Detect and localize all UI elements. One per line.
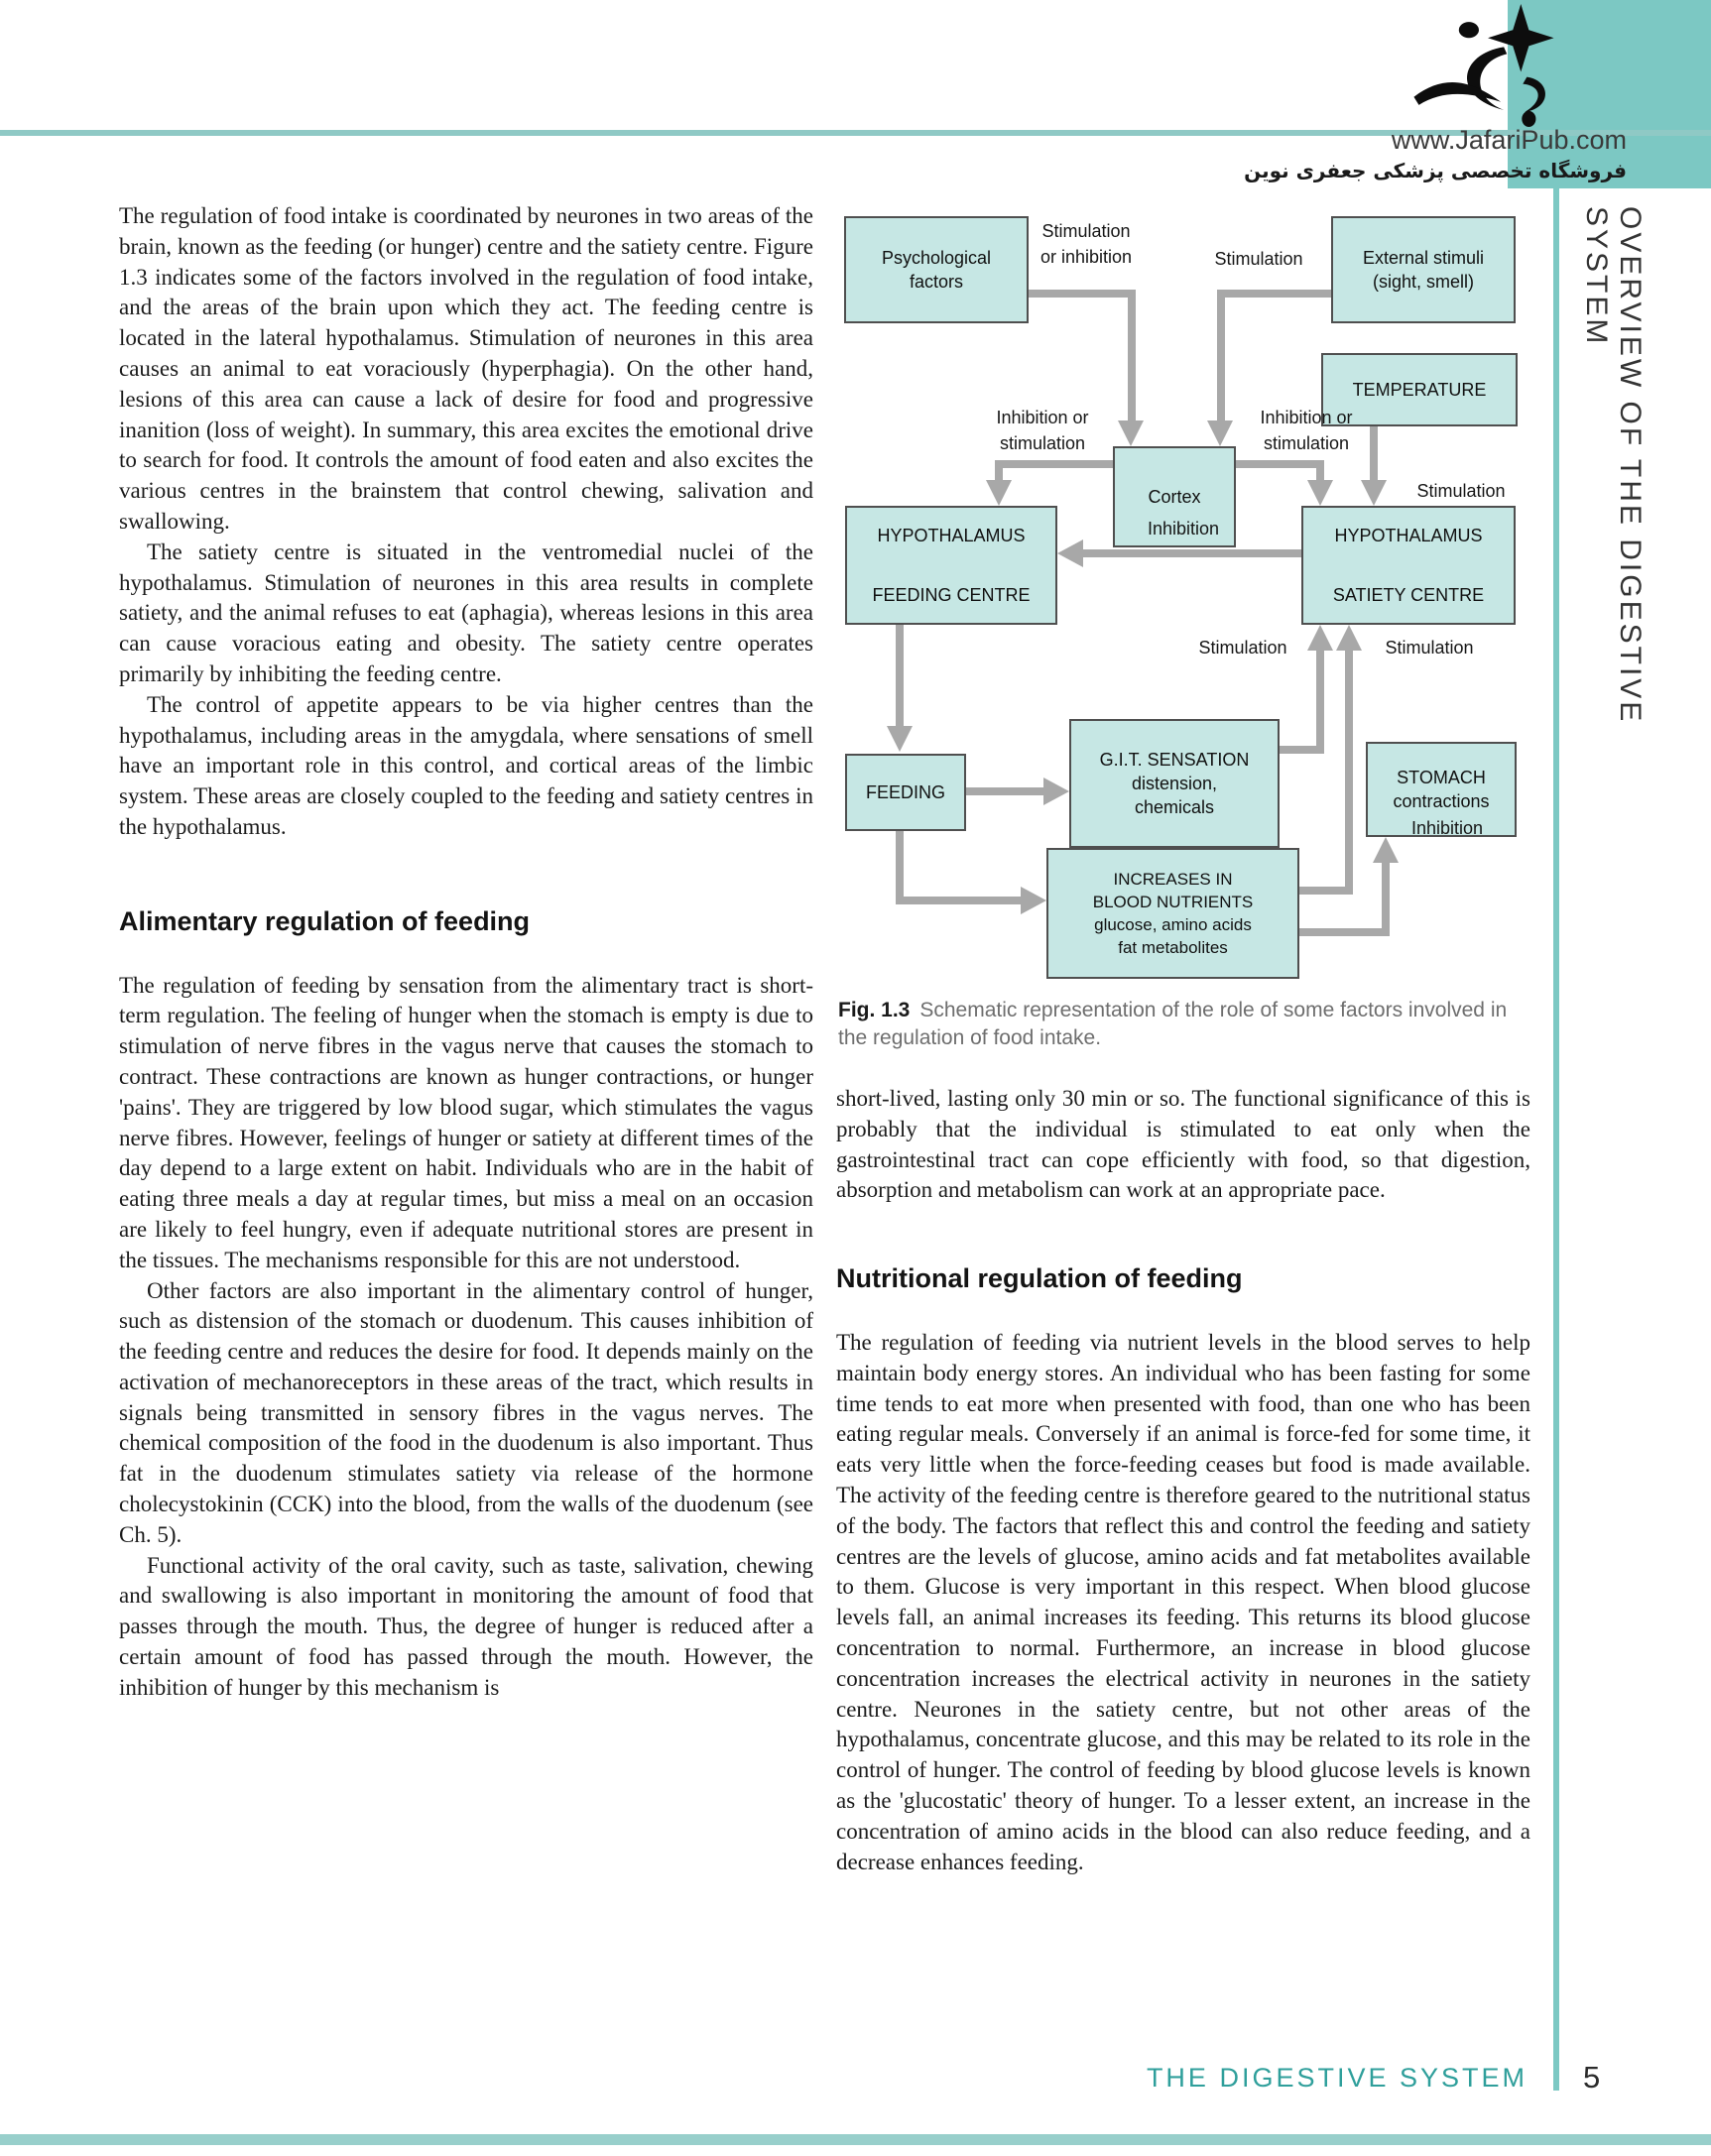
node-line: Cortex bbox=[1148, 487, 1201, 507]
site-url: www.JafariPub.com bbox=[1391, 125, 1627, 155]
arrowhead-right-icon bbox=[1043, 778, 1069, 805]
arrow-segment bbox=[1382, 861, 1390, 936]
node-line: factors bbox=[909, 272, 964, 292]
chapter-vertical-title: OVERVIEW OF THE DIGESTIVE SYSTEM bbox=[1580, 206, 1647, 725]
node-psychological-factors bbox=[844, 216, 1029, 323]
arrow-segment bbox=[995, 460, 1113, 468]
arrowhead-down-icon bbox=[1207, 420, 1233, 446]
body-right-column bbox=[836, 1084, 1530, 1877]
paragraph: Other factors are also important in the alimentary control of hunger, such as distension of the stomach or duodenum. This causes inhibition of the feeding centre and reduces the desire for food. It depends mainly on the activation of mechanoreceptors in these areas of the tract, which results in signals being transmitted in sensory fibres in the vagus nerves. The chemical composition of the food in the duodenum is also important. Thus fat in the duodenum stimulates satiety via release of the hormone cholecystokinin (CCK) into the blood, from the walls of the duodenum (see Ch. 5). bbox=[119, 1277, 813, 1547]
arrow-segment bbox=[1217, 290, 1225, 420]
paragraph: The regulation of feeding via nutrient levels in the blood serves to help maintain body energy stores. An individual who has been fasting for some time tends to eat more when presented with food, than one who has been eating regular meals. Conversely if an animal is force-fed for some time, it eats very little when the force-feeding ceases but food is made available. The activity of the feeding centre is therefore geared to the nutritional status of the body. The factors that reflect this and control the feeding and satiety centres are the levels of glucose, amino acids and fat metabolites available to them. Glucose is very important in this respect. When blood glucose levels fall, an animal increases its feeding. This returns its blood glucose concentration to normal. Furthermore, an increase in blood glucose concentration increases the electrical activity in neurones in the satiety centre. Neurones in the satiety centre, but not other areas of the hypothalamus, concentrate glucose, and this may be related to its role in the control of hunger. The control of feeding by blood glucose levels is known as the 'glucostatic' theory of hunger. To a lesser extent, an increase in the concentration of amino acids in the blood can also reduce feeding, and a decrease enhances feeding. bbox=[836, 1329, 1530, 1874]
section-heading-nutritional: Nutritional regulation of feeding bbox=[836, 1263, 1243, 1294]
node-blood-nutrients bbox=[1046, 848, 1299, 979]
node-feeding-centre bbox=[845, 506, 1057, 625]
label-line: Inhibition or bbox=[996, 408, 1089, 427]
label-stimulation-git: Stimulation bbox=[1198, 638, 1287, 658]
arrowhead-up-icon bbox=[1307, 625, 1333, 651]
node-feeding bbox=[845, 754, 966, 831]
paragraph: short-lived, lasting only 30 min or so. The functional significance of this is probably that the individual is stimulated to eat only when the gastrointestinal tract can cope efficiently with food, so that digestion, absorption and metabolism can work at an appropriate pace. bbox=[836, 1086, 1530, 1203]
label-line: or inhibition bbox=[1039, 247, 1133, 267]
arrowhead-up-icon bbox=[1373, 837, 1399, 863]
arrowhead-down-icon bbox=[1361, 480, 1387, 506]
label-inhibition-or-stimulation-right bbox=[1260, 405, 1352, 456]
arrow-segment bbox=[1236, 460, 1320, 468]
label-line: Stimulation bbox=[1041, 221, 1131, 241]
figure-diagram bbox=[838, 198, 1529, 992]
node-git-sensation bbox=[1069, 719, 1280, 848]
figure-caption-label: Fig. 1.3 bbox=[838, 999, 911, 1021]
node-line: STOMACH bbox=[1397, 768, 1486, 787]
node-line: chemicals bbox=[1134, 797, 1215, 817]
arrowhead-down-icon bbox=[986, 480, 1012, 506]
arrowhead-left-icon bbox=[1057, 539, 1083, 567]
node-line: distension, bbox=[1131, 774, 1218, 793]
figure-caption bbox=[838, 997, 1532, 1052]
page-number: 5 bbox=[1583, 2060, 1601, 2095]
footer-book-title: THE DIGESTIVE SYSTEM bbox=[1146, 2063, 1528, 2093]
node-line: External stimuli bbox=[1362, 248, 1485, 268]
paragraph: The regulation of food intake is coordinated by neurones in two areas of the brain, known as the feeding (or hunger) centre and the satiety centre. Figure 1.3 indicates some of the factors involved in the regulation of food intake, and the areas of the brain upon which they act. The feeding centre is located in the lateral hypothalamus. Stimulation of neurones in this area causes an animal to eat voraciously (hyperphagia). On the other hand, lesions of this area can cause a lack of desire for food and progressive inanition (loss of weight). In summary, this area excites the emotional drive to search for food. It controls the amount of food eaten and also excites the various centres in the brainstem that control chewing, salivation and swallowing. bbox=[119, 203, 813, 534]
arrow-segment bbox=[995, 460, 1003, 482]
node-satiety-centre bbox=[1301, 506, 1516, 625]
label-inhibition-mid: Inhibition bbox=[1147, 519, 1220, 539]
node-line: contractions bbox=[1393, 791, 1490, 811]
label-inhibition-or-stimulation-left bbox=[996, 405, 1088, 456]
section-heading-alimentary: Alimentary regulation of feeding bbox=[119, 905, 531, 936]
arrowhead-down-icon bbox=[1307, 480, 1333, 506]
node-line: INCREASES IN bbox=[1113, 870, 1233, 889]
label-line: Inhibition or bbox=[1260, 408, 1353, 427]
figure-caption-text: Schematic representation of the role of some factors involved in the regulation of food intake. bbox=[838, 999, 1508, 1049]
label-stimulation-or-inhibition bbox=[1040, 218, 1132, 270]
label-stimulation-nutrients: Stimulation bbox=[1385, 638, 1474, 658]
arrow-segment bbox=[1221, 290, 1331, 298]
right-margin-rule bbox=[1553, 188, 1559, 2091]
arrow-segment bbox=[1082, 549, 1301, 557]
label-line: stimulation bbox=[999, 433, 1086, 453]
arrow-segment bbox=[1316, 651, 1324, 754]
node-line: FEEDING bbox=[865, 782, 945, 802]
arrowhead-down-icon bbox=[887, 726, 913, 752]
node-line: glucose, amino acids bbox=[1094, 915, 1252, 934]
label-stimulation-top: Stimulation bbox=[1214, 249, 1303, 269]
node-external-stimuli bbox=[1331, 216, 1516, 323]
node-line: Psychological bbox=[881, 248, 992, 268]
arrowhead-down-icon bbox=[1118, 420, 1144, 446]
label-stimulation-temperature: Stimulation bbox=[1416, 481, 1506, 501]
bottom-rule bbox=[0, 2134, 1711, 2145]
label-line: stimulation bbox=[1263, 433, 1350, 453]
arrow-segment bbox=[896, 897, 1021, 904]
store-tagline: فروشگاه تخصصی پزشکی جعفری نوین bbox=[1244, 159, 1627, 182]
brand-logo-icon bbox=[1408, 2, 1559, 127]
arrow-segment bbox=[1299, 887, 1349, 895]
node-line: TEMPERATURE bbox=[1352, 380, 1487, 400]
node-line: G.I.T. SENSATION bbox=[1099, 750, 1250, 770]
node-line: SATIETY CENTRE bbox=[1332, 585, 1485, 605]
arrow-segment bbox=[896, 625, 904, 728]
node-line: FEEDING CENTRE bbox=[872, 585, 1031, 605]
arrow-segment bbox=[966, 787, 1045, 795]
paragraph: The regulation of feeding by sensation from the alimentary tract is short-term regulation. The feeling of hunger when the stomach is empty is due to stimulation of nerve fibres in the vagus nerve that causes the stomach to contract. These contractions are known as hunger contractions, or hunger 'pains'. They are triggered by low blood sugar, which stimulates the vagus nerve fibres. However, feelings of hunger or satiety at different times of the day depend to a large extent on habit. Individuals who are in the habit of eating three meals a day at regular times, but miss a meal on an occasion are likely to feel hungry, even if adequate nutritional stores are present in the tissues. The mechanisms responsible for this are not understood. bbox=[119, 972, 813, 1272]
node-line: BLOOD NUTRIENTS bbox=[1092, 893, 1254, 911]
arrow-segment bbox=[1299, 928, 1390, 936]
arrowhead-right-icon bbox=[1021, 887, 1046, 914]
arrowhead-up-icon bbox=[1336, 625, 1362, 651]
arrow-segment bbox=[1370, 426, 1378, 482]
body-left-column bbox=[119, 201, 813, 1704]
arrow-segment bbox=[896, 831, 904, 904]
paragraph: The satiety centre is situated in the ventromedial nuclei of the hypothalamus. Stimulation of neurones in this area results in complete satiety, and the animal refuses to eat (aphagia), whereas lesions in this area can cause voracious eating and obesity. The satiety centre operates primarily by inhibiting the feeding centre. bbox=[119, 539, 813, 686]
node-line: HYPOTHALAMUS bbox=[1334, 526, 1483, 545]
arrow-segment bbox=[1128, 290, 1136, 420]
node-line: HYPOTHALAMUS bbox=[877, 526, 1026, 545]
node-line: (sight, smell) bbox=[1372, 272, 1474, 292]
node-line: fat metabolites bbox=[1118, 938, 1228, 957]
arrow-segment bbox=[1316, 460, 1324, 482]
arrow-segment bbox=[1029, 290, 1136, 298]
paragraph: Functional activity of the oral cavity, such as taste, salivation, chewing and swallowing is also important in monitoring the amount of food that passes through the mouth. Thus, the degree of hunger is reduced after a certain amount of food has passed through the mouth. However, the inhibition of hunger by this mechanism is bbox=[119, 1552, 813, 1700]
label-inhibition-stomach: Inhibition bbox=[1410, 818, 1484, 838]
arrow-segment bbox=[1345, 651, 1353, 895]
paragraph: The control of appetite appears to be via higher centres than the hypothalamus, including areas in the amygdala, where sensations of smell have an important role in this control, and cortical areas of the limbic system. These areas are closely coupled to the feeding and satiety centres in the hypothalamus. bbox=[119, 691, 813, 839]
